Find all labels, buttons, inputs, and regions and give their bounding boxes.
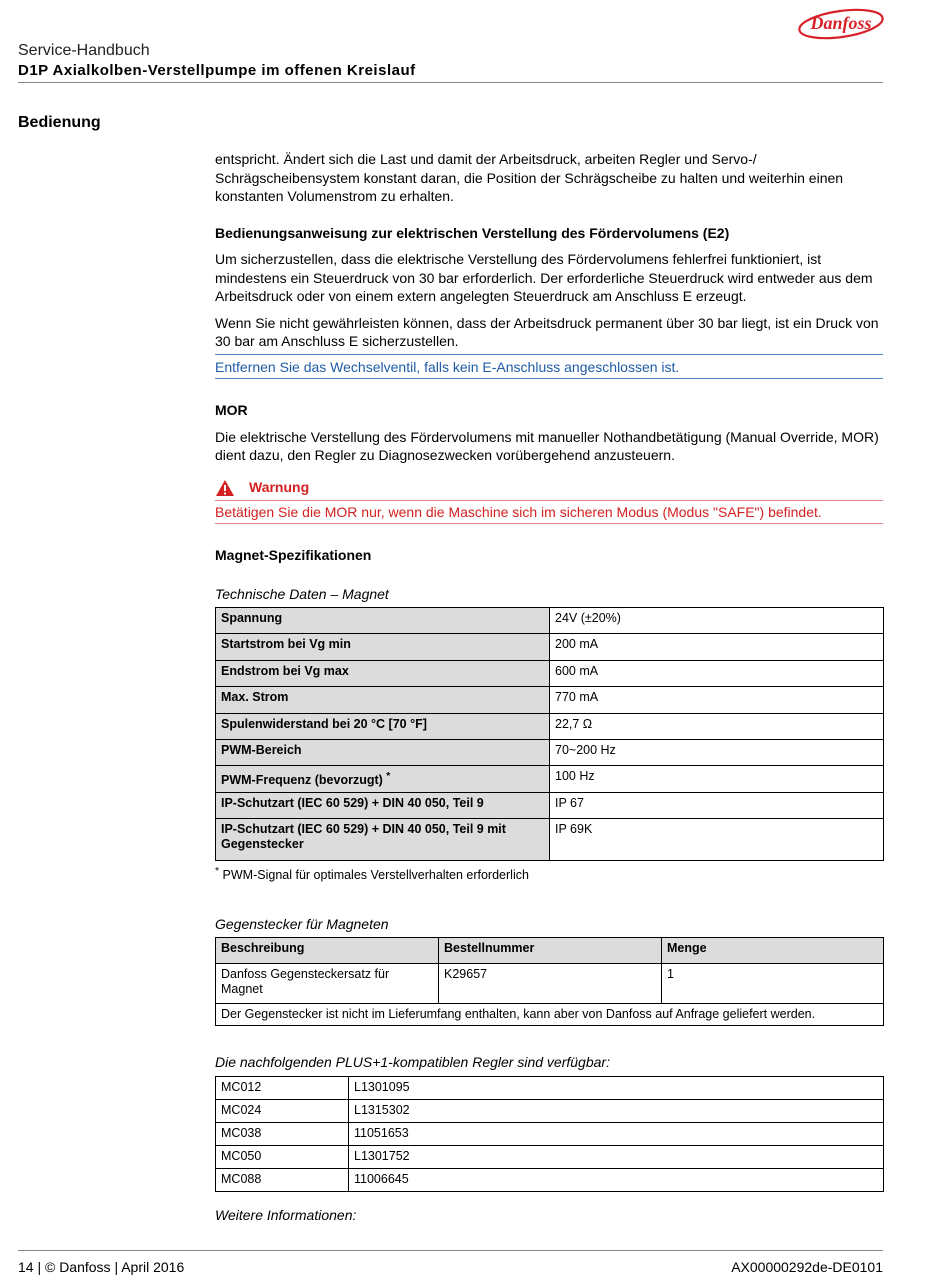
mor-heading: MOR — [215, 402, 248, 418]
warning-header — [215, 477, 883, 499]
mor-paragraph: Die elektrische Verstellung des Fördervolumens mit manueller Nothandbetätigung (Manual Override, MOR) dient dazu, den Regler zu Diagnosezwecken vorübergehend anzusteuern. — [215, 428, 879, 463]
spec-key: Endstrom bei Vg max — [216, 660, 550, 686]
spec-value: 770 mA — [550, 687, 884, 713]
table-row — [216, 1122, 884, 1145]
intro-paragraph: entspricht. Ändert sich die Last und damit der Arbeitsdruck, arbeiten Regler und Servo-/ Schrägscheibensystem konstant daran, die Position der Schrägscheibe zu halten und weiterhin einen konstanten Volumenstrom zu erhalten. — [215, 151, 844, 204]
table-cell: L1315302 — [349, 1099, 884, 1122]
spec-key: Startstrom bei Vg min — [216, 634, 550, 660]
spec-value: 600 mA — [550, 660, 884, 686]
table-cell: MC088 — [216, 1168, 349, 1191]
section-title: Bedienung — [18, 114, 101, 131]
spec-key — [216, 766, 550, 792]
footnote-text: PWM-Signal für optimales Verstellverhalten erforderlich — [222, 868, 529, 883]
warning-text: Betätigen Sie die MOR nur, wenn die Maschine sich im sicheren Modus (Modus "SAFE") befindet. — [215, 500, 883, 525]
table-footnote — [215, 863, 883, 885]
table-row — [216, 1004, 884, 1026]
spec-key: IP-Schutzart (IEC 60 529) + DIN 40 050, Teil 9 mit Gegenstecker — [216, 819, 550, 861]
table-cell: MC024 — [216, 1099, 349, 1122]
controllers-caption: Die nachfolgenden PLUS+1-kompatiblen Regler sind verfügbar: — [215, 1054, 610, 1071]
main-content — [215, 150, 883, 1224]
table-row — [216, 819, 884, 861]
table-row — [216, 1168, 884, 1191]
table-note-cell: Der Gegenstecker ist nicht im Lieferumfang enthalten, kann aber von Danfoss auf Anfrage geliefert werden. — [216, 1004, 884, 1026]
magnet-heading: Magnet-Spezifikationen — [215, 547, 372, 563]
warning-label: Warnung — [249, 479, 310, 496]
footnote-mark: * — [215, 866, 220, 878]
table-row — [216, 766, 884, 792]
table-cell: Danfoss Gegensteckersatz für Magnet — [216, 964, 439, 1004]
spec-key: Spulenwiderstand bei 20 °C [70 °F] — [216, 713, 550, 739]
spec-value: IP 69K — [550, 819, 884, 861]
spec-value: 22,7 Ω — [550, 713, 884, 739]
spec-value: IP 67 — [550, 792, 884, 818]
spec-key: IP-Schutzart (IEC 60 529) + DIN 40 050, Teil 9 — [216, 792, 550, 818]
e2-heading: Bedienungsanweisung zur elektrischen Verstellung des Fördervolumens (E2) — [215, 224, 730, 241]
magnet-spec-table — [215, 607, 884, 861]
spec-value: 100 Hz — [550, 766, 884, 792]
warning-triangle-icon — [215, 479, 235, 497]
svg-text:Danfoss: Danfoss — [810, 13, 872, 33]
table-row — [216, 1145, 884, 1168]
table-row — [216, 792, 884, 818]
table-row — [216, 713, 884, 739]
column-header: Beschreibung — [216, 938, 439, 964]
e2-paragraph-2: Wenn Sie nicht gewährleisten können, dass der Arbeitsdruck permanent über 30 bar liegt, ist ein Druck von 30 bar am Anschluss E sicherzustellen. — [215, 314, 879, 349]
table-row — [216, 1076, 884, 1099]
e2-paragraph-1: Um sicherzustellen, dass die elektrische Verstellung des Fördervolumens fehlerfrei funktioniert, ist mindestens ein Steuerdruck von 30 bar erforderlich. Der erforderliche Steuerdruck wird entweder aus dem Arbeitsdruck oder von einem extern angelegten Steuerdruck am Anschluss E erzeugt. — [215, 251, 873, 304]
spec-value: 200 mA — [550, 634, 884, 660]
danfoss-logo — [797, 6, 885, 40]
connector-table-caption: Gegenstecker für Magneten — [215, 915, 389, 932]
spec-key: PWM-Bereich — [216, 739, 550, 765]
footer-page-info: 14 | © Danfoss | April 2016 — [18, 1259, 185, 1275]
table-row — [216, 608, 884, 634]
table-cell: L1301752 — [349, 1145, 884, 1168]
table-row — [216, 687, 884, 713]
controllers-table — [215, 1076, 884, 1192]
column-header: Bestellnummer — [439, 938, 662, 964]
table-cell: 11006645 — [349, 1168, 884, 1191]
table-row — [216, 739, 884, 765]
table-row — [216, 634, 884, 660]
spec-key-text: PWM-Frequenz (bevorzugt) — [221, 773, 383, 788]
table-cell: MC012 — [216, 1076, 349, 1099]
table-row — [216, 964, 884, 1004]
footer-divider — [18, 1250, 883, 1251]
table-cell: MC038 — [216, 1122, 349, 1145]
magnet-table-caption: Technische Daten – Magnet — [215, 585, 389, 602]
document-title: D1P Axialkolben-Verstellpumpe im offenen Kreislauf — [18, 62, 416, 79]
table-cell: K29657 — [439, 964, 662, 1004]
spec-value: 24V (±20%) — [550, 608, 884, 634]
table-cell: L1301095 — [349, 1076, 884, 1099]
table-header-row — [216, 938, 884, 964]
spec-key: Max. Strom — [216, 687, 550, 713]
info-note: Entfernen Sie das Wechselventil, falls kein E-Anschluss angeschlossen ist. — [215, 354, 883, 380]
document-type: Service-Handbuch — [18, 42, 150, 59]
column-header: Menge — [662, 938, 884, 964]
footnote-mark: * — [386, 771, 391, 783]
table-row — [216, 1099, 884, 1122]
table-row — [216, 660, 884, 686]
table-cell: 11051653 — [349, 1122, 884, 1145]
spec-key: Spannung — [216, 608, 550, 634]
table-cell: 1 — [662, 964, 884, 1004]
footer-document-id: AX00000292de-DE0101 — [731, 1259, 883, 1275]
header-divider — [18, 82, 883, 83]
spec-value: 70~200 Hz — [550, 739, 884, 765]
more-info-caption: Weitere Informationen: — [215, 1206, 357, 1223]
connector-table — [215, 937, 884, 1026]
table-cell: MC050 — [216, 1145, 349, 1168]
